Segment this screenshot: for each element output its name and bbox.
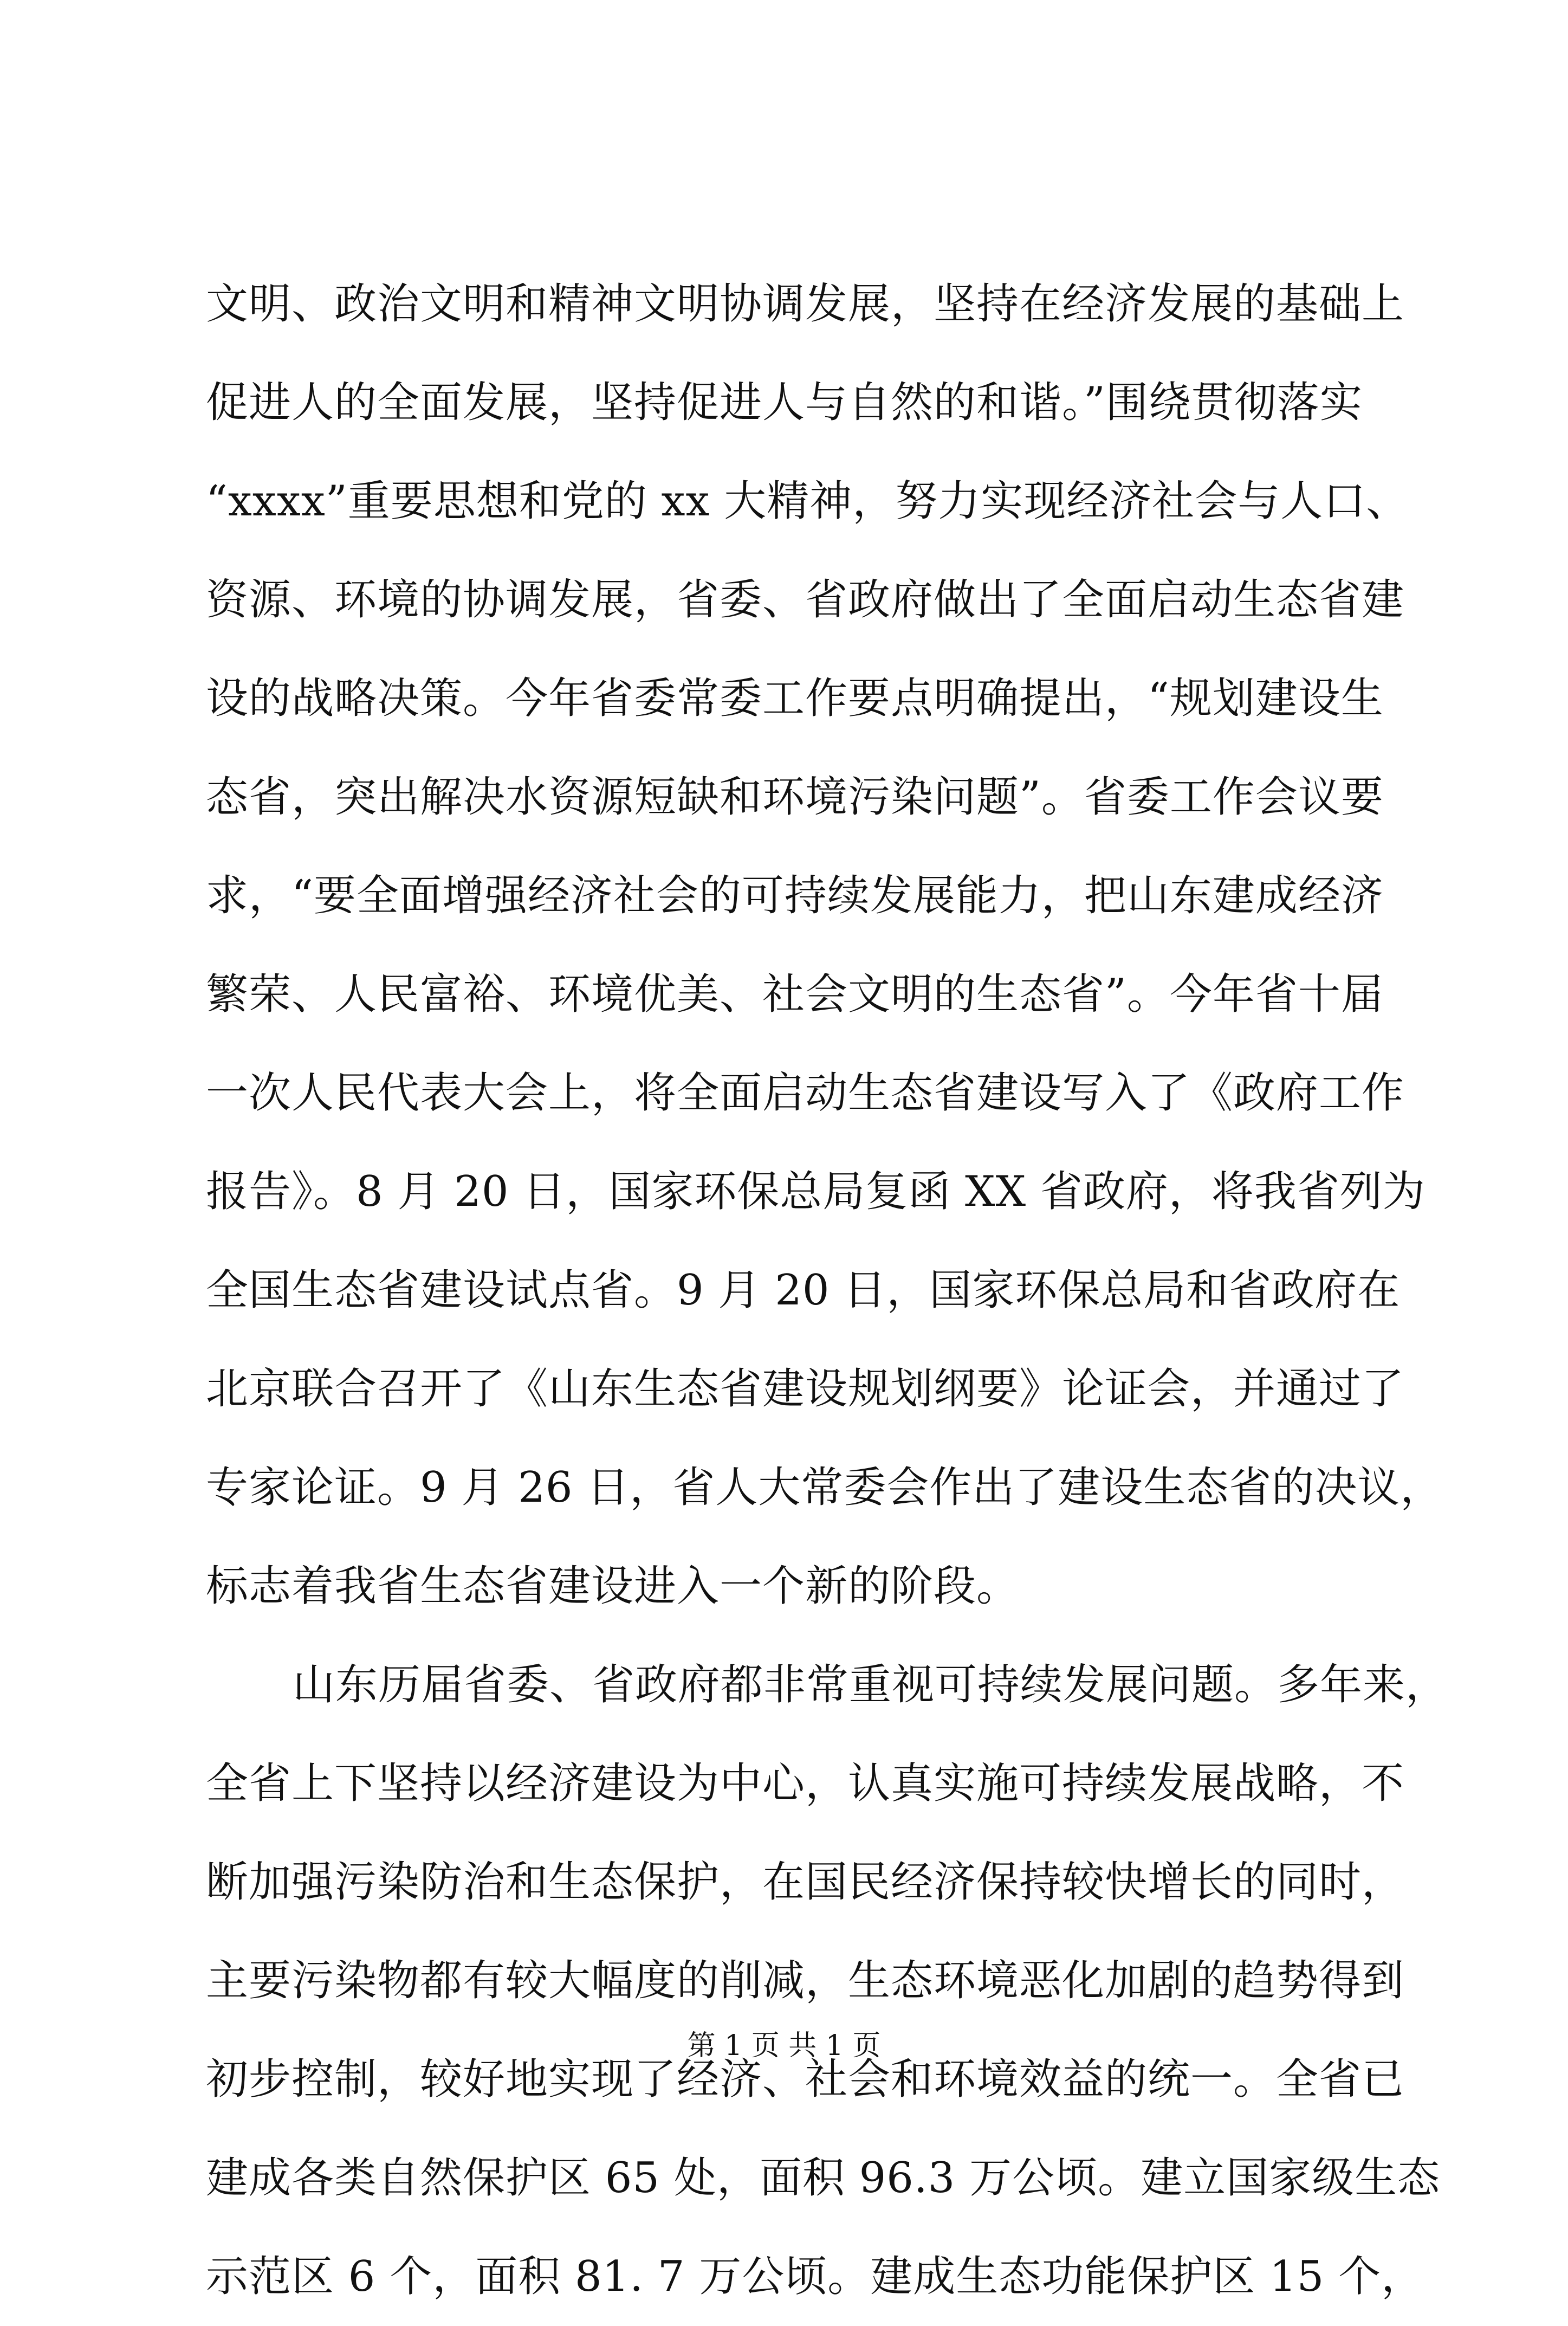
page-footer bbox=[0, 2024, 1568, 2067]
text-line: 一次人民代表大会上，将全面启动生态省建设写入了《政府工作 bbox=[206, 1069, 1405, 1117]
text-line: 山东历届省委、省政府都非常重视可持续发展问题。多年来， bbox=[293, 1660, 1449, 1709]
text-line: 标志着我省生态省建设进入一个新的阶段。 bbox=[206, 1562, 1020, 1611]
text-line: 求，“要全面增强经济社会的可持续发展能力，把山东建成经济 bbox=[206, 871, 1384, 920]
text-line: 设的战略决策。今年省委常委工作要点明确提出，“规划建设生 bbox=[206, 674, 1384, 723]
text-line: 建成各类自然保护区 65 处，面积 96.3 万公顷。建立国家级生态 bbox=[206, 2154, 1441, 2202]
text-line: “xxxx”重要思想和党的 xx 大精神，努力实现经济社会与人口、 bbox=[206, 477, 1409, 526]
text-line: 繁荣、人民富裕、环境优美、社会文明的生态省”。今年省十届 bbox=[206, 970, 1384, 1019]
paragraph-1 bbox=[206, 255, 1443, 1636]
text-line: 示范区 6 个，面积 81. 7 万公顷。建成生态功能保护区 15 个， bbox=[206, 2252, 1424, 2301]
text-line: 全国生态省建设试点省。9 月 20 日，国家环保总局和省政府在 bbox=[206, 1266, 1401, 1315]
paragraph-2 bbox=[206, 1636, 1449, 2326]
text-line: 断加强污染防治和生态保护，在国民经济保持较快增长的同时， bbox=[206, 1858, 1405, 1907]
text-line: 促进人的全面发展，坚持促进人与自然的和谐。”围绕贯彻落实 bbox=[206, 378, 1363, 427]
text-line: 文明、政治文明和精神文明协调发展，坚持在经济发展的基础上 bbox=[206, 280, 1405, 328]
page-number-label: 第 1 页 共 1 页 bbox=[687, 2030, 881, 2062]
text-line: 报告》。8 月 20 日，国家环保总局复函 XX 省政府，将我省列为 bbox=[206, 1167, 1426, 1216]
text-line: 全省上下坚持以经济建设为中心，认真实施可持续发展战略，不 bbox=[206, 1759, 1405, 1808]
text-line: 专家论证。9 月 26 日，省人大常委会作出了建设生态省的决议， bbox=[206, 1463, 1443, 1512]
text-line: 北京联合召开了《山东生态省建设规划纲要》论证会，并通过了 bbox=[206, 1365, 1405, 1413]
text-line: 资源、环境的协调发展，省委、省政府做出了全面启动生态省建 bbox=[206, 576, 1405, 624]
document-body bbox=[206, 255, 1449, 2326]
text-line: 主要污染物都有较大幅度的削减，生态环境恶化加剧的趋势得到 bbox=[206, 1956, 1405, 2005]
text-line: 态省，突出解决水资源短缺和环境污染问题”。省委工作会议要 bbox=[206, 773, 1384, 822]
text-line: 初步控制，较好地实现了经济、社会和环境效益的统一。全省已 bbox=[206, 2055, 1405, 2104]
